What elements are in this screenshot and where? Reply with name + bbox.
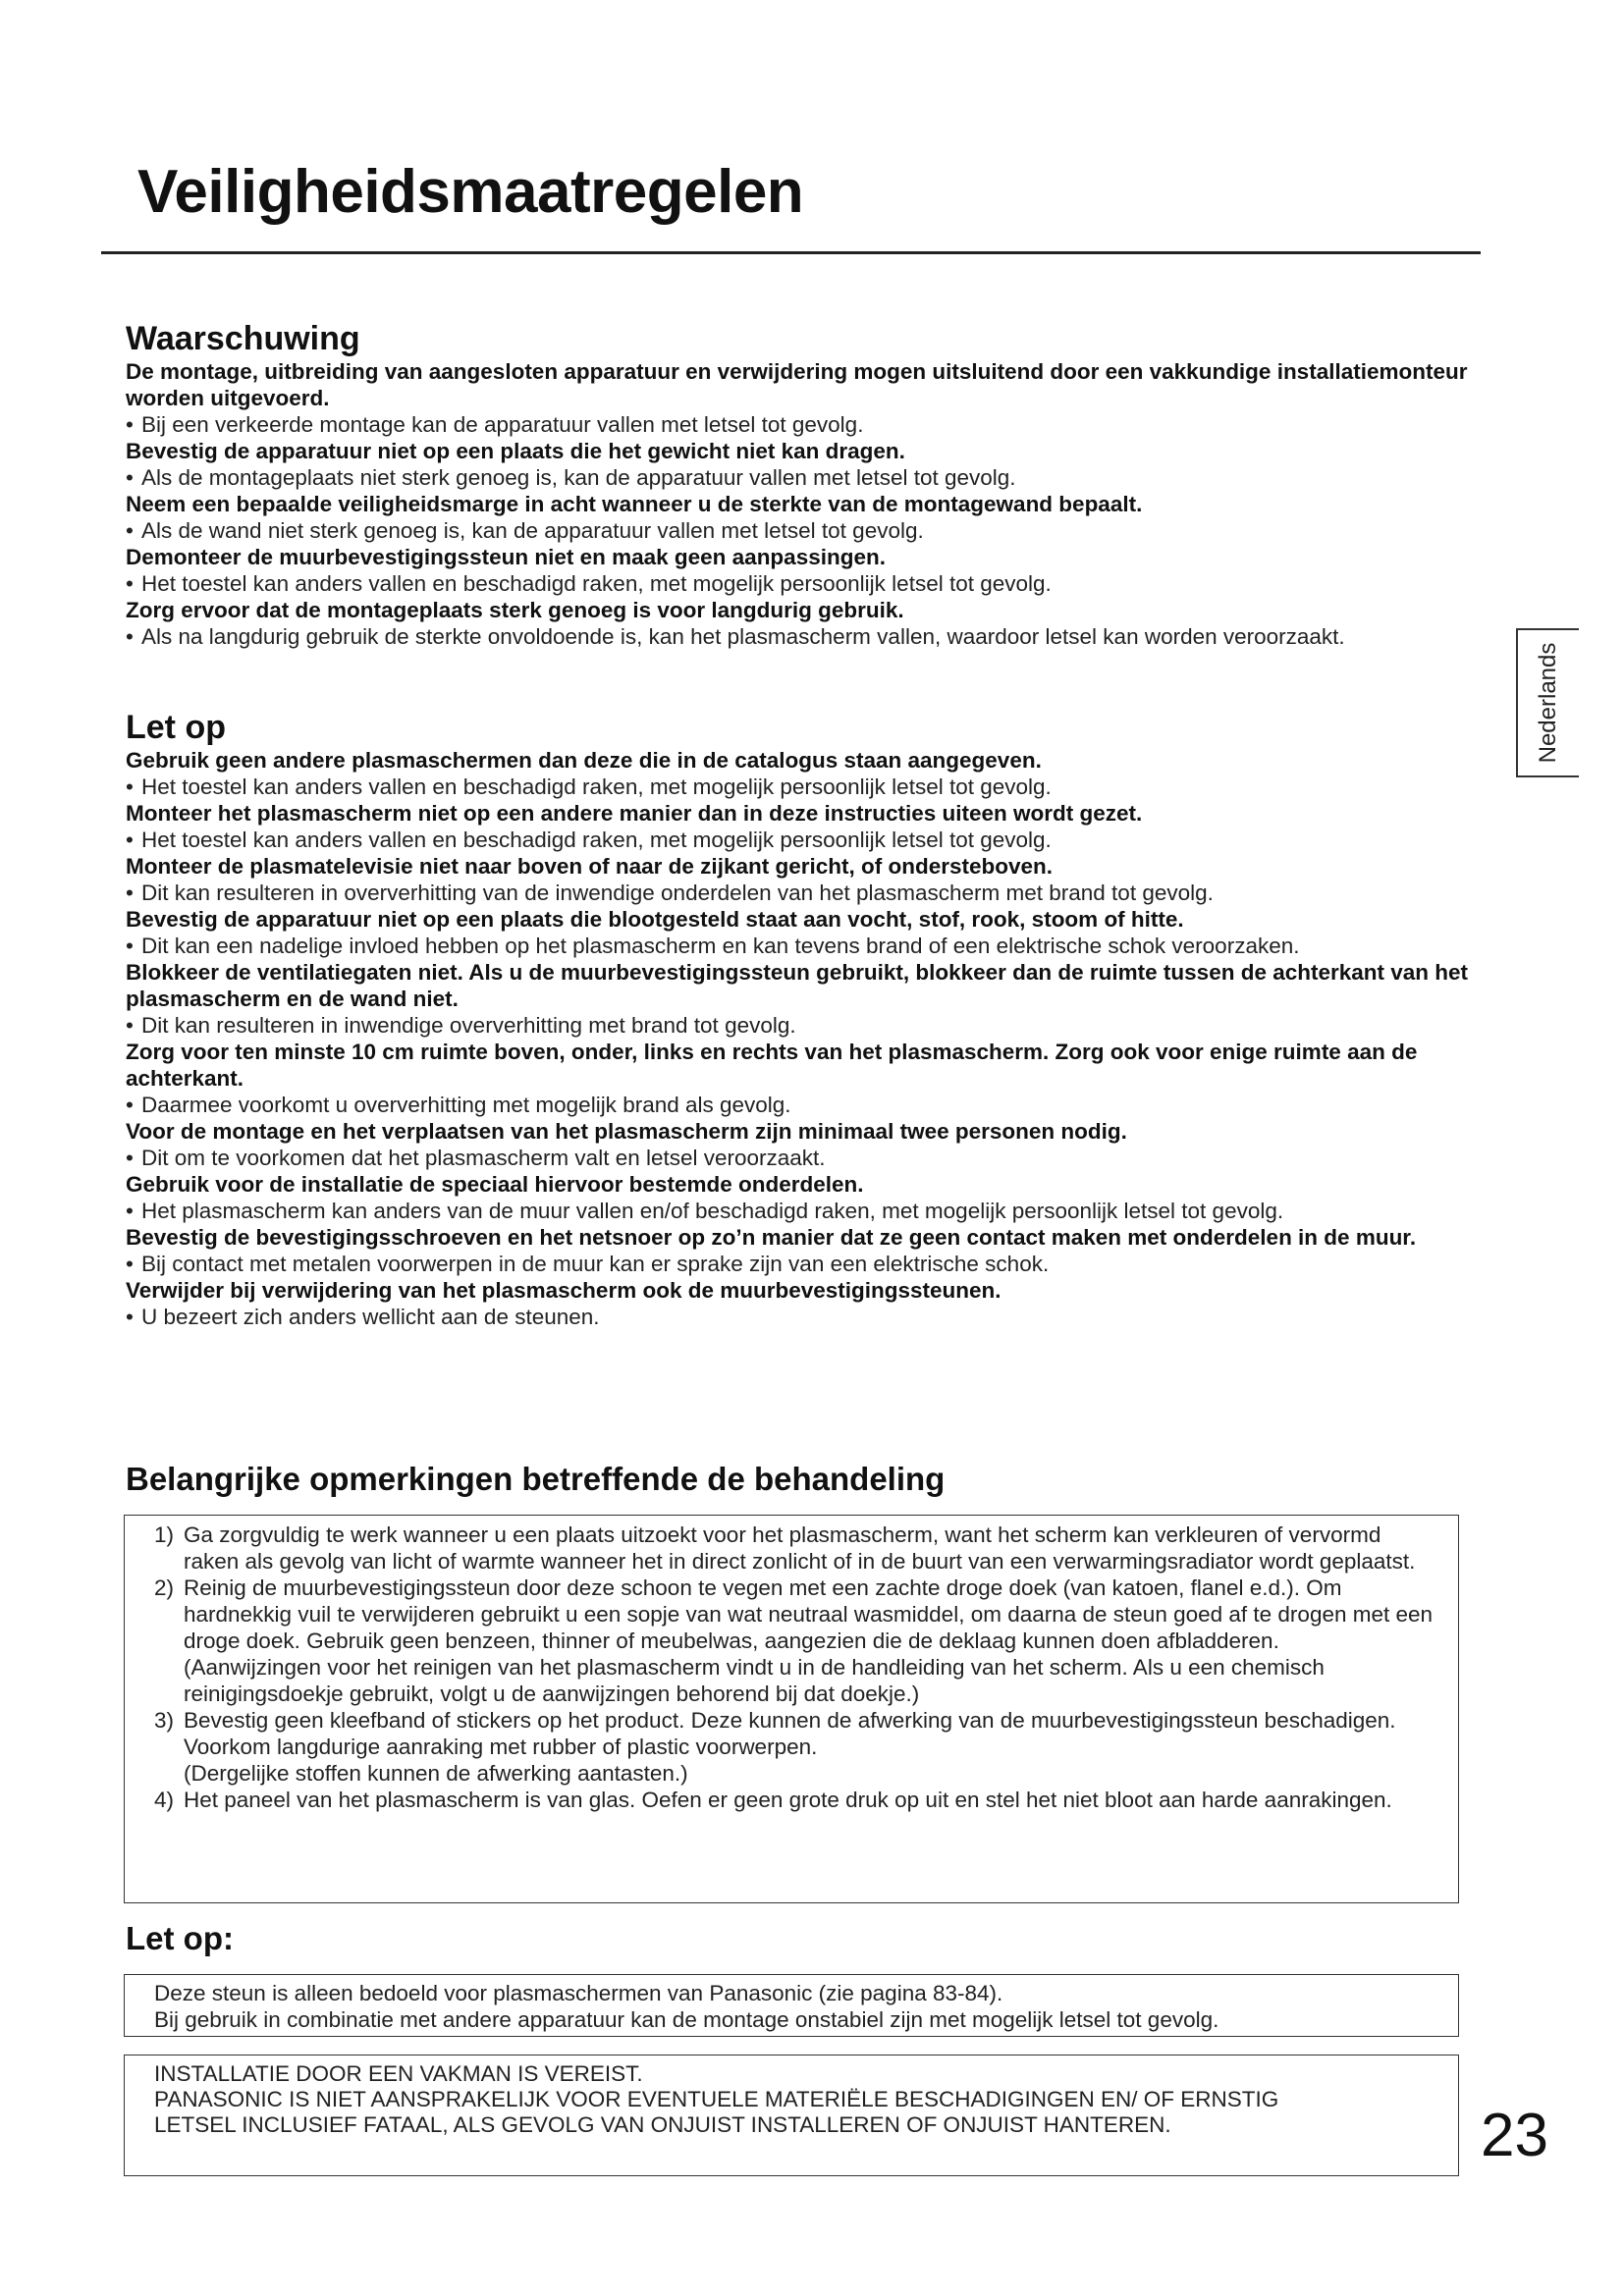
item-title: Voor de montage en het verplaatsen van het plasmascherm zijn minimaal twee personen nodig. [126, 1119, 1127, 1145]
item-text: Reinig de muurbevestigingssteun door deze schoon te vegen met een zachte droge doek (van katoen, flanel e.d.). Om hardnekkig vuil te verwijderen gebruikt u een sopje van wat neutraal wasmiddel, om daarna de steun goed af te drogen met een droge doek. Gebruik geen benzeen, thinner of meubelwas, aangezien die de deklaag kunnen doen afbladderen. [184, 1575, 1434, 1653]
bullet-text: Dit kan resulteren in inwendige oververhitting met brand tot gevolg. [141, 1013, 796, 1039]
page-title: Veiligheidsmaatregelen [137, 158, 804, 226]
bullet-text: Dit om te voorkomen dat het plasmascherm valt en letsel veroorzaakt. [141, 1146, 826, 1171]
item-bullet [126, 774, 1473, 800]
note-section [126, 1920, 1473, 1957]
item-title: Zorg voor ten minste 10 cm ruimte boven, onder, links en rechts van het plasmascherm. Zorg ook voor enige ruimte aan de achterkant. [126, 1040, 1418, 1092]
item-bullet [126, 570, 1473, 597]
bullet-icon: • [126, 465, 134, 491]
item-bullet [126, 827, 1473, 853]
item-title: Verwijder bij verwijdering van het plasmascherm ook de muurbevestigingssteunen. [126, 1278, 1001, 1304]
numbered-item [154, 1787, 1438, 1813]
disclaimer-line: INSTALLATIE DOOR EEN VAKMAN IS VEREIST. [154, 2061, 643, 2086]
item-title: Bevestig de bevestigingsschroeven en het netsnoer op zo’n manier dat ze geen contact maken met onderdelen in de muur. [126, 1225, 1417, 1251]
note-box [124, 1974, 1459, 2037]
item-bullet [126, 623, 1473, 650]
item-title: Monteer de plasmatelevisie niet naar boven of naar de zijkant gericht, of ondersteboven. [126, 854, 1053, 880]
bullet-icon: • [126, 774, 134, 800]
item-text: Het paneel van het plasmascherm is van glas. Oefen er geen grote druk op uit en stel het niet bloot aan harde aanrakingen. [184, 1788, 1392, 1812]
bullet-text: Dit kan een nadelige invloed hebben op het plasmascherm en kan tevens brand of een elektrische schok veroorzaken. [141, 934, 1300, 959]
bullet-text: Het toestel kan anders vallen en beschadigd raken, met mogelijk persoonlijk letsel tot gevolg. [141, 774, 1052, 800]
bullet-icon: • [126, 1252, 134, 1277]
caution-heading: Let op [126, 709, 226, 746]
bullet-text: Dit kan resulteren in oververhitting van de inwendige onderdelen van het plasmascherm met brand tot gevolg. [141, 881, 1214, 906]
note-line: Deze steun is alleen bedoeld voor plasmaschermen van Panasonic (zie pagina 83-84). [154, 1981, 1003, 2005]
item-bullet [126, 411, 1473, 438]
item-bullet [126, 933, 1473, 959]
bullet-text: Als de wand niet sterk genoeg is, kan de apparatuur vallen met letsel tot gevolg. [141, 518, 924, 544]
item-title: Blokkeer de ventilatiegaten niet. Als u de muurbevestigingssteun gebruikt, blokkeer dan de ruimte tussen de achterkant van het plasmascherm en de wand niet. [126, 960, 1469, 1012]
item-bullet [126, 880, 1473, 906]
page-number: 23 [1481, 2102, 1548, 2169]
bullet-icon: • [126, 1305, 134, 1330]
disclaimer-line: PANASONIC IS NIET AANSPRAKELIJK VOOR EVENTUELE MATERIËLE BESCHADIGINGEN EN/ OF ERNSTIG LETSEL INCLUSIEF FATAAL, ALS GEVOLG VAN ONJUIST INSTALLEREN OF ONJUIST HANTEREN. [154, 2087, 1279, 2137]
bullet-text: Het plasmascherm kan anders van de muur vallen en/of beschadigd raken, met mogelijk persoonlijk letsel tot gevolg. [141, 1199, 1284, 1224]
note-heading: Let op: [126, 1920, 234, 1956]
item-bullet [126, 517, 1473, 544]
bullet-icon: • [126, 571, 134, 597]
bullet-text: Als na langdurig gebruik de sterkte onvoldoende is, kan het plasmascherm vallen, waardoor letsel kan worden veroorzaakt. [141, 624, 1345, 650]
item-text: Bevestig geen kleefband of stickers op het product. Deze kunnen de afwerking van de muurbevestigingssteun beschadigen. Voorkom langdurige aanraking met rubber of plastic voorwerpen. [184, 1708, 1396, 1759]
warning-heading: Waarschuwing [126, 320, 360, 357]
handling-section [126, 1461, 1473, 1498]
bullet-text: Bij contact met metalen voorwerpen in de muur kan er sprake zijn van een elektrische schok. [141, 1252, 1050, 1277]
item-title: De montage, uitbreiding van aangesloten apparatuur en verwijdering mogen uitsluitend door een vakkundige installatiemonteur worden uitgevoerd. [126, 359, 1468, 411]
item-bullet [126, 464, 1473, 491]
item-number: 3) [154, 1708, 175, 1733]
handling-heading: Belangrijke opmerkingen betreffende de behandeling [126, 1461, 946, 1497]
item-title: Demonteer de muurbevestigingssteun niet en maak geen aanpassingen. [126, 545, 886, 570]
language-tab [1516, 628, 1579, 777]
bullet-icon: • [126, 518, 134, 544]
item-number: 2) [154, 1575, 175, 1600]
bullet-icon: • [126, 412, 134, 438]
warning-list [126, 358, 1473, 650]
item-bullet [126, 1251, 1473, 1277]
item-number: 1) [154, 1522, 175, 1547]
item-bullet [126, 1145, 1473, 1171]
item-extra: (Dergelijke stoffen kunnen de afwerking aantasten.) [184, 1761, 688, 1786]
handling-box [124, 1515, 1459, 1903]
item-title: Bevestig de apparatuur niet op een plaats die blootgesteld staat aan vocht, stof, rook, stoom of hitte. [126, 907, 1184, 933]
bullet-icon: • [126, 881, 134, 906]
note-line: Bij gebruik in combinatie met andere apparatuur kan de montage onstabiel zijn met mogelijk letsel tot gevolg. [154, 2007, 1219, 2032]
bullet-text: Het toestel kan anders vallen en beschadigd raken, met mogelijk persoonlijk letsel tot gevolg. [141, 571, 1052, 597]
disclaimer-box [124, 2055, 1459, 2176]
caution-section [126, 709, 1473, 1330]
handling-list [154, 1522, 1438, 1813]
numbered-item [154, 1522, 1438, 1575]
bullet-icon: • [126, 624, 134, 650]
bullet-icon: • [126, 1146, 134, 1171]
bullet-icon: • [126, 934, 134, 959]
item-title: Gebruik voor de installatie de speciaal hiervoor bestemde onderdelen. [126, 1172, 864, 1198]
item-title: Zorg ervoor dat de montageplaats sterk genoeg is voor langdurig gebruik. [126, 598, 904, 623]
title-divider [101, 251, 1481, 254]
item-bullet [126, 1012, 1473, 1039]
warning-section [126, 320, 1473, 650]
item-number: 4) [154, 1788, 175, 1812]
item-title: Monteer het plasmascherm niet op een andere manier dan in deze instructies uiteen wordt gezet. [126, 801, 1143, 827]
bullet-icon: • [126, 1093, 134, 1118]
bullet-text: Bij een verkeerde montage kan de apparatuur vallen met letsel tot gevolg. [141, 412, 864, 438]
item-bullet [126, 1304, 1473, 1330]
item-text: Ga zorgvuldig te werk wanneer u een plaats uitzoekt voor het plasmascherm, want het scherm kan verkleuren of vervormd raken als gevolg van licht of warmte wanneer het in direct zonlicht of in de buurt van een verwarmingsradiator wordt geplaatst. [184, 1522, 1416, 1574]
bullet-icon: • [126, 828, 134, 853]
item-bullet [126, 1092, 1473, 1118]
language-tab-label: Nederlands [1535, 642, 1561, 764]
bullet-icon: • [126, 1199, 134, 1224]
item-extra: (Aanwijzingen voor het reinigen van het plasmascherm vindt u in de handleiding van het scherm. Als u een chemisch reinigingsdoekje gebruikt, volgt u de aanwijzingen behorend bij dat doekje.) [184, 1655, 1325, 1706]
bullet-text: Daarmee voorkomt u oververhitting met mogelijk brand als gevolg. [141, 1093, 791, 1118]
item-title: Bevestig de apparatuur niet op een plaats die het gewicht niet kan dragen. [126, 439, 905, 464]
bullet-text: U bezeert zich anders wellicht aan de steunen. [141, 1305, 600, 1330]
caution-list [126, 747, 1473, 1330]
item-bullet [126, 1198, 1473, 1224]
bullet-text: Als de montageplaats niet sterk genoeg is, kan de apparatuur vallen met letsel tot gevolg. [141, 465, 1016, 491]
bullet-icon: • [126, 1013, 134, 1039]
item-title: Neem een bepaalde veiligheidsmarge in acht wanneer u de sterkte van de montagewand bepaalt. [126, 492, 1143, 517]
item-title: Gebruik geen andere plasmaschermen dan deze die in de catalogus staan aangegeven. [126, 748, 1042, 774]
bullet-text: Het toestel kan anders vallen en beschadigd raken, met mogelijk persoonlijk letsel tot gevolg. [141, 828, 1052, 853]
numbered-item [154, 1707, 1438, 1760]
numbered-item [154, 1575, 1438, 1654]
